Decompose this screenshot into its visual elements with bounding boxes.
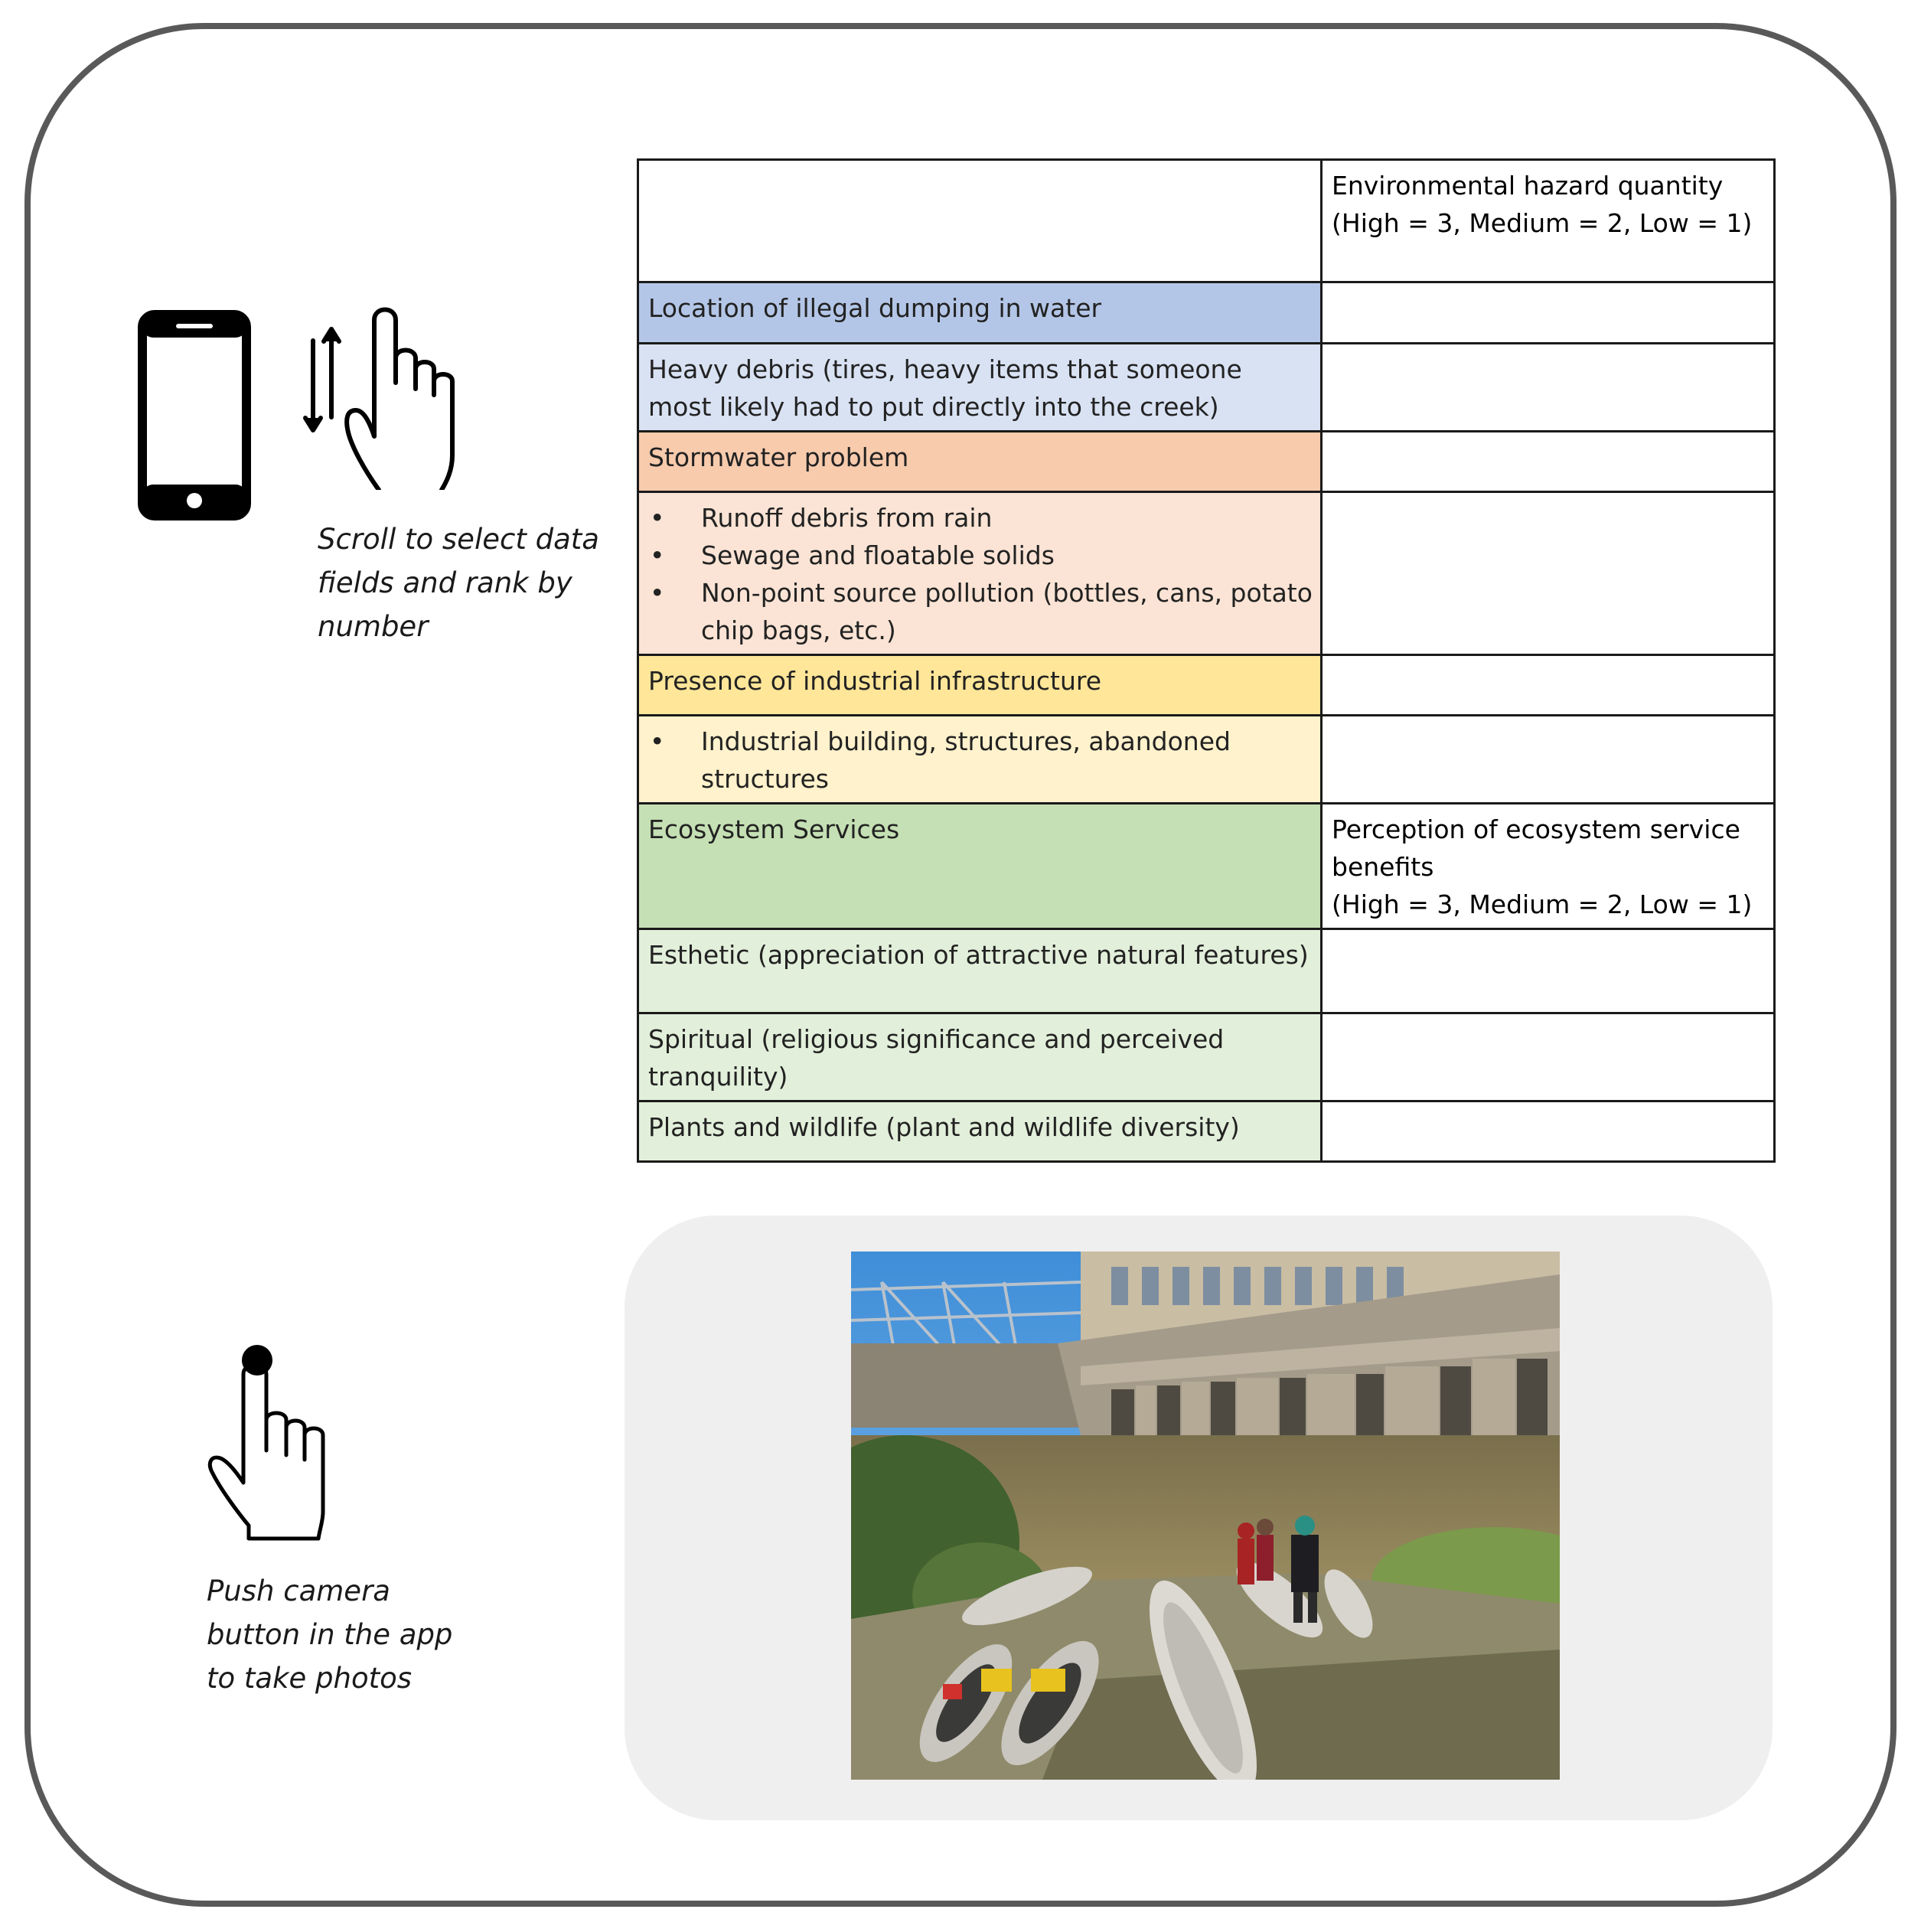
table-row[interactable] xyxy=(638,282,1775,344)
camera-instruction: Push camera button in the app to take photos xyxy=(207,1575,453,1695)
table-row xyxy=(638,804,1775,929)
spiritual-label: Spiritual (religious significance and perceived tranquility) xyxy=(638,1013,1322,1101)
rank-input-cell[interactable] xyxy=(1322,282,1775,344)
rank-input-cell[interactable] xyxy=(1322,492,1775,655)
rank-input-cell[interactable] xyxy=(1322,655,1775,716)
scroll-gesture-icon xyxy=(295,299,478,490)
smartphone-icon xyxy=(138,310,251,521)
table-row-header xyxy=(638,160,1775,282)
rank-input-cell[interactable] xyxy=(1322,1101,1775,1162)
table-row[interactable] xyxy=(638,929,1775,1013)
table-row[interactable] xyxy=(638,492,1775,655)
rank-input-cell[interactable] xyxy=(1322,929,1775,1013)
stormwater-label: Stormwater problem xyxy=(638,432,1322,492)
table-row[interactable] xyxy=(638,655,1775,716)
tap-gesture-icon xyxy=(207,1343,341,1542)
list-item: • Industrial building, structures, abandoned structures xyxy=(648,723,1313,798)
table-row[interactable] xyxy=(638,716,1775,804)
ecosystem-benefit-header xyxy=(1322,804,1775,929)
table-row[interactable] xyxy=(638,344,1775,432)
industrial-infrastructure-label: Presence of industrial infrastructure xyxy=(638,655,1322,716)
list-item: • Runoff debris from rain xyxy=(648,499,1313,537)
stormwater-bullets xyxy=(638,492,1322,655)
rank-input-cell[interactable] xyxy=(1322,344,1775,432)
table-row[interactable] xyxy=(638,1013,1775,1101)
ecosystem-services-label: Ecosystem Services xyxy=(638,804,1322,929)
hazard-quantity-header xyxy=(1322,160,1775,282)
plants-wildlife-label: Plants and wildlife (plant and wildlife diversity) xyxy=(638,1101,1322,1162)
list-item: • Non-point source pollution (bottles, cans, potato chip bags, etc.) xyxy=(648,574,1313,649)
table-row[interactable] xyxy=(638,432,1775,492)
rank-input-cell[interactable] xyxy=(1322,1013,1775,1101)
scroll-instruction: Scroll to select data fields and rank by number xyxy=(318,523,599,643)
esthetic-label: Esthetic (appreciation of attractive natural features) xyxy=(638,929,1322,1013)
industrial-bullets xyxy=(638,716,1322,804)
table-row[interactable] xyxy=(638,1101,1775,1162)
heavy-debris-label: Heavy debris (tires, heavy items that someone most likely had to put directly into the creek) xyxy=(638,344,1322,432)
ecosystem-header-text: Perception of ecosystem service benefits (High = 3, Medium = 2, Low = 1) xyxy=(1332,814,1753,919)
hazard-header-text: Environmental hazard quantity (High = 3, Medium = 2, Low = 1) xyxy=(1332,171,1753,238)
illegal-dumping-label: Location of illegal dumping in water xyxy=(638,282,1322,344)
list-item: • Sewage and floatable solids xyxy=(648,537,1313,574)
blank-header-cell xyxy=(638,160,1322,282)
rank-input-cell[interactable] xyxy=(1322,432,1775,492)
survey-table xyxy=(637,158,1776,1163)
field-photo xyxy=(851,1252,1560,1780)
rank-input-cell[interactable] xyxy=(1322,716,1775,804)
